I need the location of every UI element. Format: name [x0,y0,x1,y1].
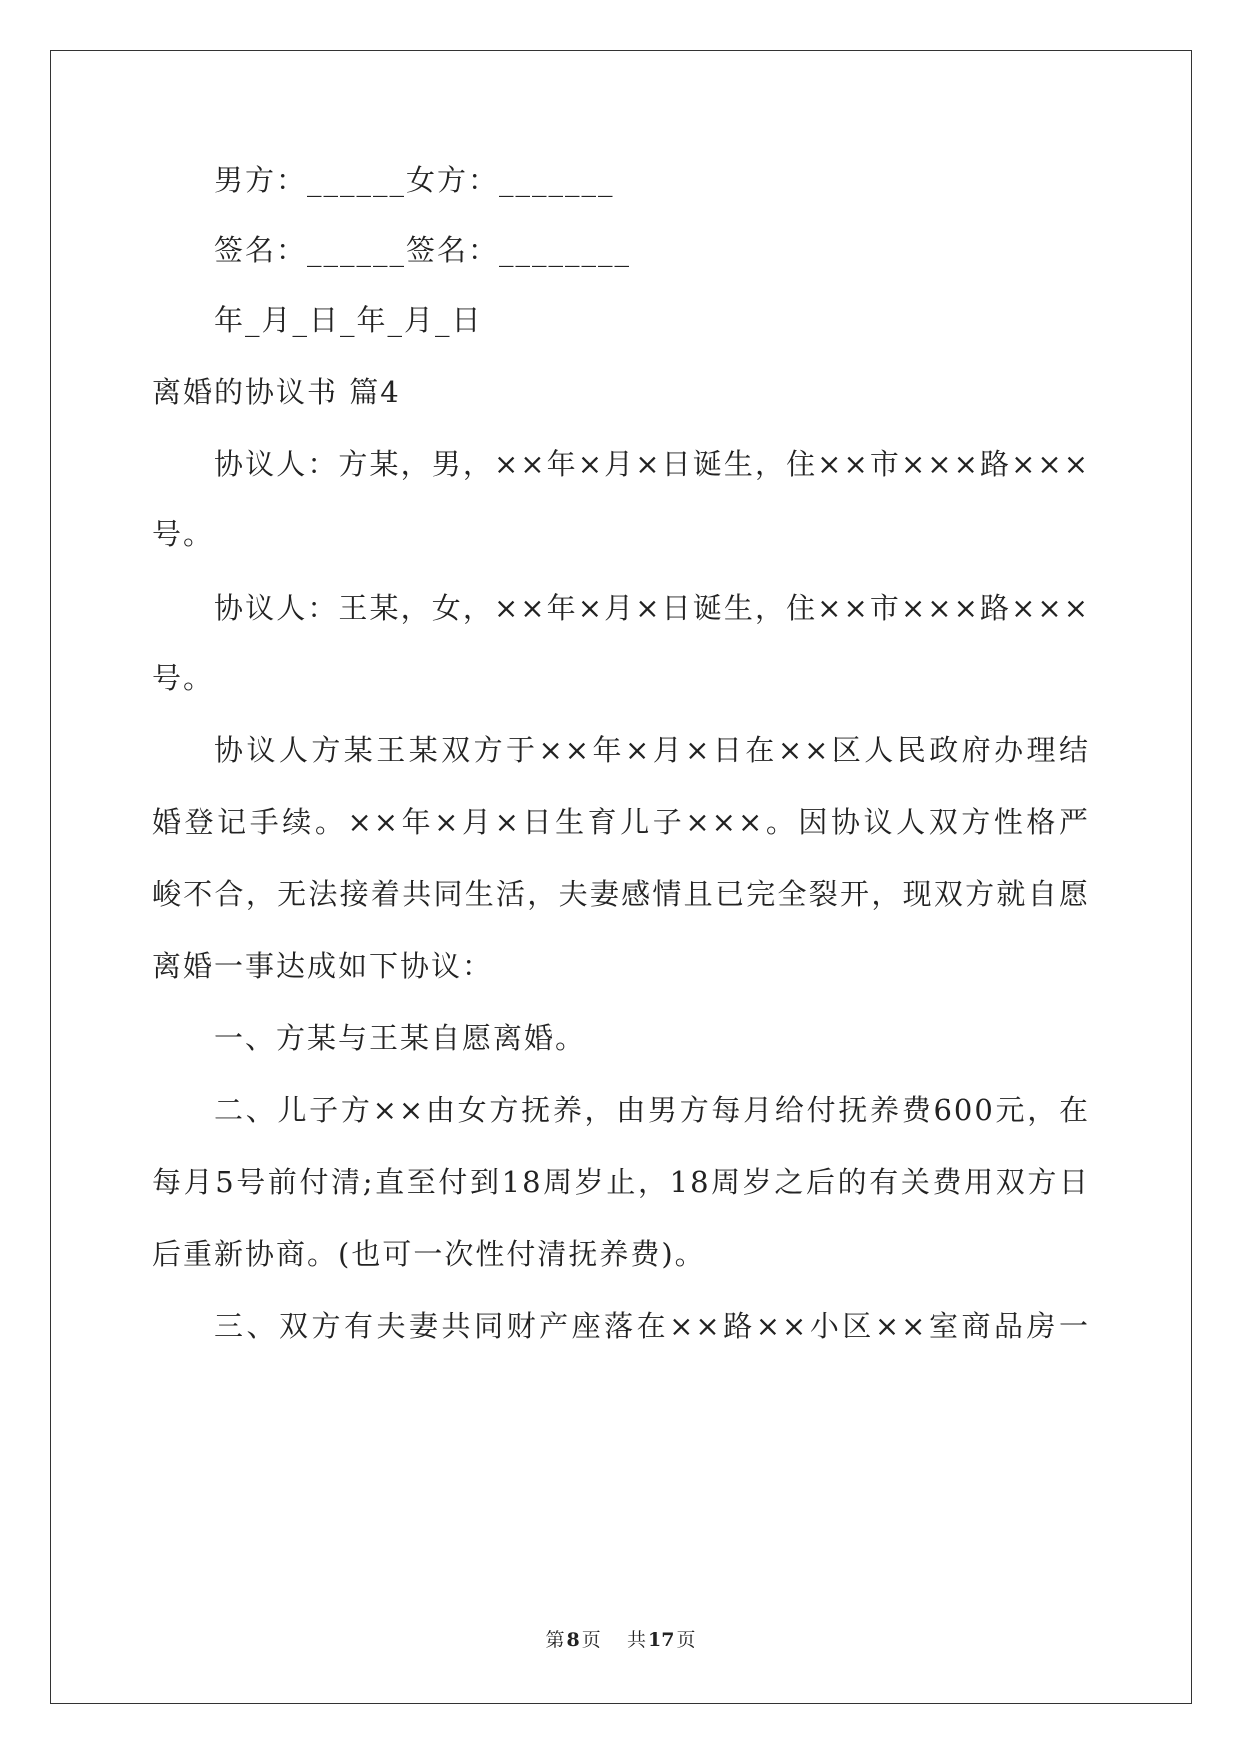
paragraph-line: 三、双方有夫妻共同财产座落在××路××小区××室商品房一 [214,1309,1090,1343]
paragraph-line: 每月5号前付清;直至付到18周岁止，18周岁之后的有关费用双方日 [152,1165,1090,1199]
paragraph-line: 二、儿子方××由女方抚养，由男方每月给付抚养费600元，在 [214,1093,1090,1127]
paragraph-line: 峻不合，无法接着共同生活，夫妻感情且已完全裂开，现双方就自愿 [152,877,1090,911]
footer-page-number: 8 [566,1629,580,1651]
paragraph-line: 号。 [152,661,215,695]
signature-party-line: 男方：______女方：_______ [214,163,615,197]
paragraph-line: 协议人：方某，男，××年×月×日诞生，住××市×××路××× [214,447,1090,481]
paragraph-line: 号。 [152,517,215,551]
footer-page-unit: 页 [581,1629,601,1651]
footer-total-unit: 页 [676,1629,696,1651]
paragraph-line: 离婚一事达成如下协议： [152,949,494,983]
section-heading: 离婚的协议书 篇4 [152,375,401,409]
page-footer [0,1628,1241,1652]
footer-total-prefix: 共 [626,1629,646,1651]
paragraph-line: 协议人方某王某双方于××年×月×日在××区人民政府办理结 [214,733,1090,767]
signature-date-line: 年_月_日_年_月_日 [214,303,483,337]
paragraph-line: 后重新协商。(也可一次性付清抚养费)。 [152,1237,706,1271]
footer-prefix: 第 [545,1629,565,1651]
signature-name-line: 签名：______签名：________ [214,233,632,267]
paragraph-line: 婚登记手续。××年×月×日生育儿子×××。因协议人双方性格严 [152,805,1090,839]
paragraph-line: 一、方某与王某自愿离婚。 [214,1021,587,1055]
paragraph-line: 协议人：王某，女，××年×月×日诞生，住××市×××路××× [214,591,1090,625]
footer-total-pages: 17 [647,1629,675,1651]
